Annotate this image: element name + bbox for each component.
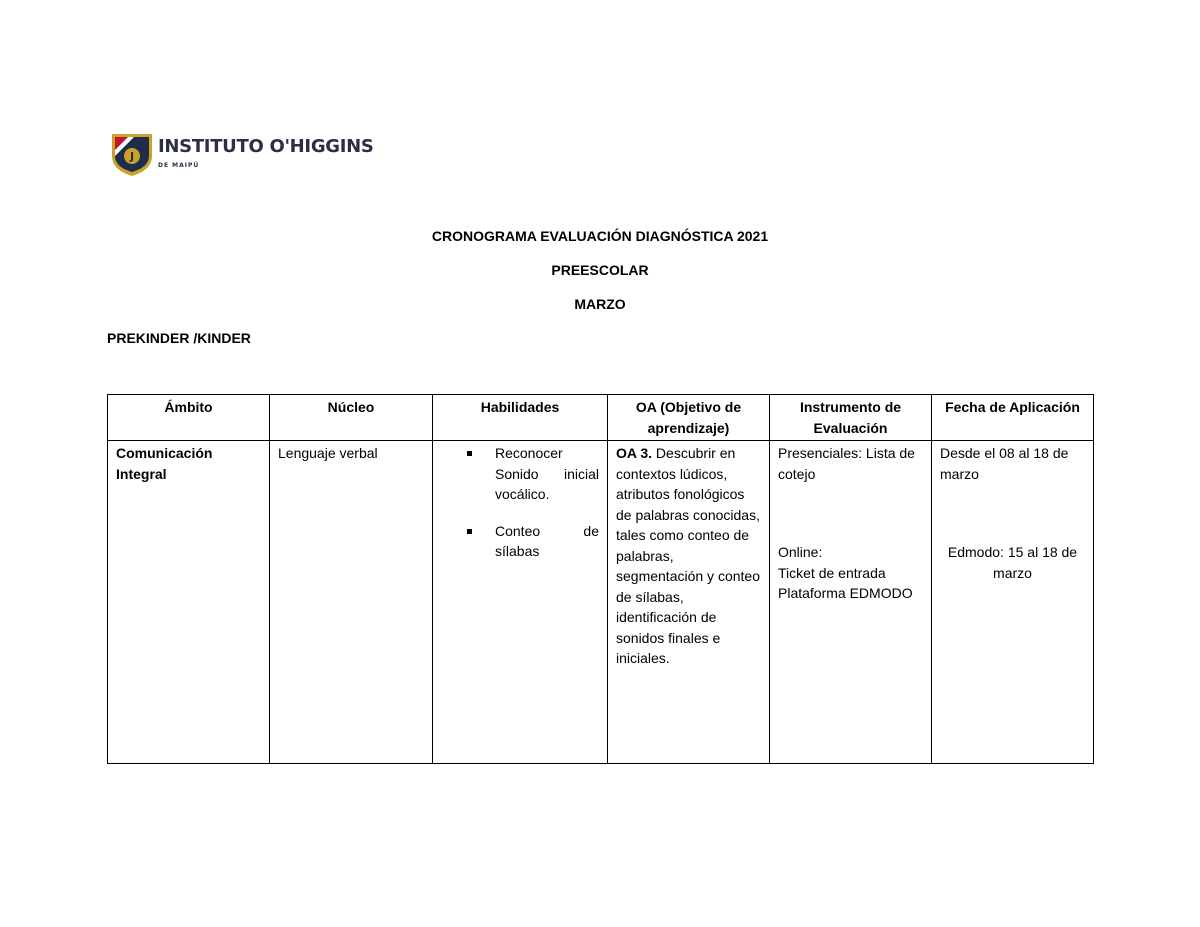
fecha-online: Edmodo: 15 al 18 de marzo [947,544,1078,581]
cell-oa [608,441,770,764]
header-ambito: Ámbito [108,395,270,441]
header-instrumento: Instrumento de Evaluación [770,395,932,441]
skills-list [441,443,599,562]
schedule-table [107,394,1094,764]
instrumento-online-ticket: Ticket de entrada [778,564,886,581]
cell-fecha [932,441,1094,764]
logo-subtitle: DE MAIPÚ [158,162,200,169]
shield-emblem-icon [110,130,154,178]
cell-nucleo: Lenguaje verbal [270,441,433,764]
logo-name: INSTITUTO O'HIGGINS [158,136,374,157]
cell-habilidades [433,441,608,764]
list-item: Reconocer Sonido inicial vocálico. [441,443,599,505]
instrumento-online-platform: Plataforma EDMODO [778,585,913,601]
header-nucleo: Núcleo [270,395,433,441]
instrumento-presencial: Presenciales: Lista de cotejo [778,445,915,482]
cell-ambito: Comunicación Integral [108,441,270,764]
table-row [108,441,1094,764]
institution-logo [110,130,374,178]
header-habilidades: Habilidades [433,395,608,441]
header-fecha: Fecha de Aplicación [932,395,1094,441]
section-heading: PREKINDER /KINDER [107,330,251,346]
list-item: Conteo de sílabas [441,521,599,562]
document-title: CRONOGRAMA EVALUACIÓN DIAGNÓSTICA 2021 [431,228,769,244]
oa-label: OA 3. [616,445,653,461]
month-heading: MARZO [574,296,626,312]
instrumento-online-label: Online: [778,544,823,560]
header-oa: OA (Objetivo de aprendizaje) [608,395,770,441]
fecha-presencial: Desde el 08 al 18 de marzo [940,445,1069,482]
oa-text: Descubrir en contextos lúdicos, atributos fonológicos de palabras conocidas, tales como conteo de palabras, segmentación y conteo de sílabas, identificación de sonidos finales e iniciales. [616,445,760,666]
cell-instrumento [770,441,932,764]
svg-text:J: J [129,150,135,163]
table-header-row [108,395,1094,441]
level-heading: PREESCOLAR [551,262,649,278]
